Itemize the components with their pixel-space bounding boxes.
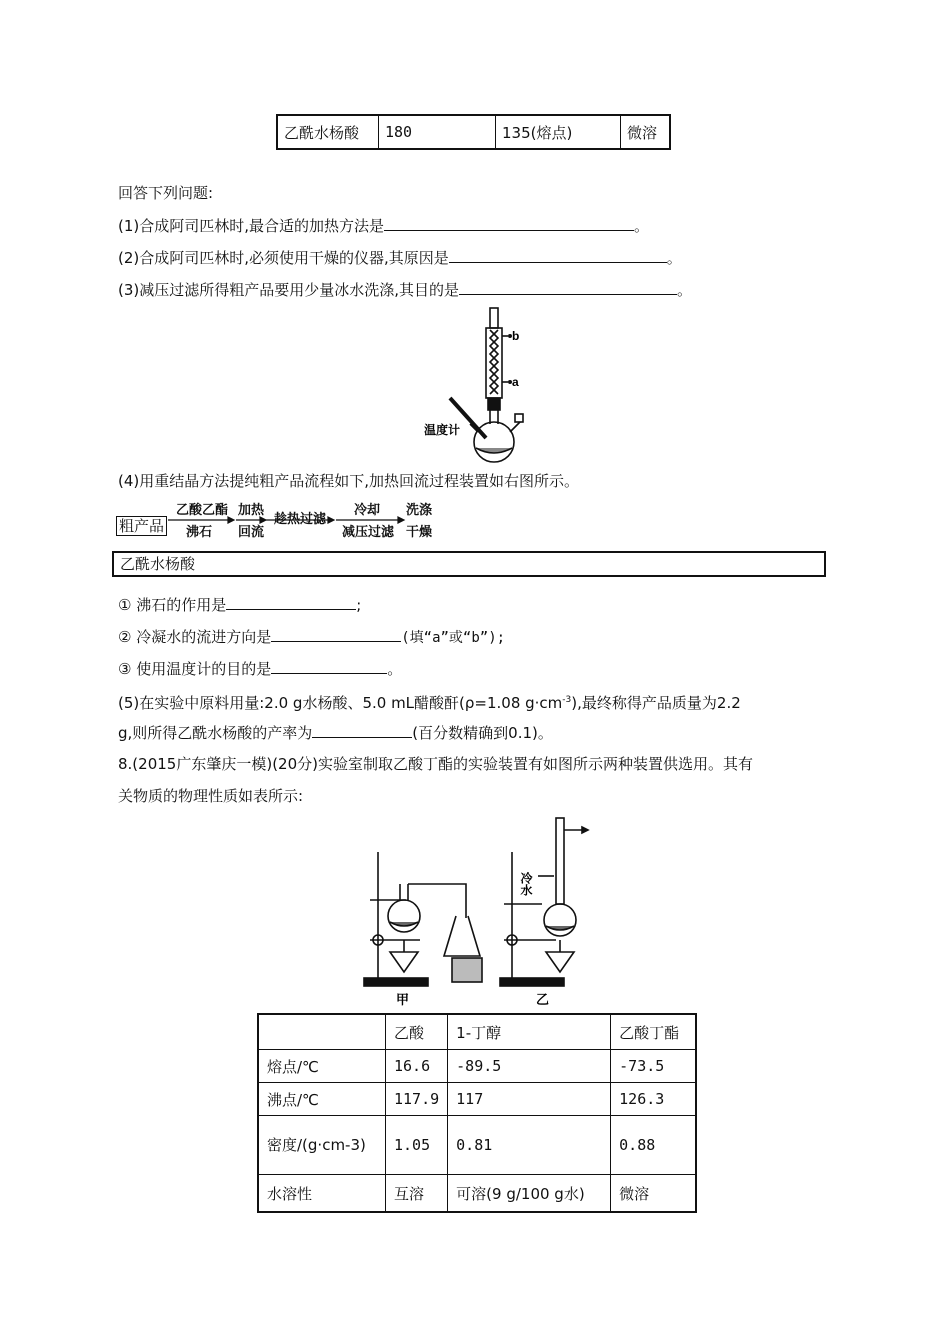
table-cell: 1.05 (386, 1116, 448, 1175)
table-cell: 126.3 (611, 1083, 697, 1116)
label-jia: 甲 (396, 993, 410, 1008)
table-cell: 117 (448, 1083, 611, 1116)
punct: 。 (387, 660, 403, 678)
sub-question-3 (118, 658, 402, 679)
flow-step3-top: 趁热过滤 (274, 512, 327, 527)
table-cell: 135(熔点) (496, 115, 621, 149)
table-cell: 互溶 (386, 1175, 448, 1213)
table-cell: 0.81 (448, 1116, 611, 1175)
table-row (258, 1083, 696, 1116)
answer-blank (384, 215, 634, 231)
punct: 。 (666, 249, 682, 267)
apparatus-figure (360, 812, 600, 1008)
question-text: (2)合成阿司匹林时,必须使用干燥的仪器,其原因是 (118, 249, 449, 267)
question-5-line2 (118, 722, 553, 743)
question-text: g,则所得乙酰水杨酸的产率为 (118, 724, 313, 742)
flow-step4-top: 冷却 (354, 503, 381, 518)
question-text: (百分数精确到0.1)。 (412, 724, 553, 742)
label-yi: 乙 (536, 993, 550, 1008)
flow-result-box: 乙酰水杨酸 (112, 551, 826, 577)
table-cell: 沸点/℃ (258, 1083, 386, 1116)
answer-blank (449, 247, 667, 263)
superscript: -3 (562, 695, 572, 705)
question-text: ③ 使用温度计的目的是 (118, 660, 272, 678)
cold-water-label: 冷水 (519, 872, 533, 896)
table-header-row (258, 1014, 696, 1050)
table-row (258, 1050, 696, 1083)
answer-blank (271, 658, 387, 674)
question-text: ② 冷凝水的流进方向是 (118, 628, 272, 646)
flow-step2-top: 加热 (238, 503, 265, 518)
table-header-cell: 1-丁醇 (448, 1014, 611, 1050)
table-cell: 117.9 (386, 1083, 448, 1116)
table-cell: -73.5 (611, 1050, 697, 1083)
question-hint: (填“a”或“b”); (401, 630, 506, 646)
flow-start-box: 粗产品 (116, 516, 167, 536)
answer-blank (312, 722, 412, 738)
punct: 。 (634, 217, 650, 235)
question-text: (3)减压过滤所得粗产品要用少量冰水洗涤,其目的是 (118, 281, 460, 299)
flow-step5-bottom: 干燥 (406, 525, 433, 540)
table-cell: 乙酰水杨酸 (277, 115, 379, 149)
table-cell: 水溶性 (258, 1175, 386, 1213)
question-text: (5)在实验中原料用量:2.0 g水杨酸、5.0 mL醋酸酐(ρ=1.08 g·cm (118, 694, 563, 712)
table-header-cell (258, 1014, 386, 1050)
table-cell: 0.88 (611, 1116, 697, 1175)
answer-blank (226, 594, 356, 610)
table-row (258, 1116, 696, 1175)
property-table (257, 1013, 697, 1213)
flow-step1-top: 乙酸乙酯 (176, 503, 229, 518)
table-cell: 微溶 (611, 1175, 697, 1213)
table-header-cell: 乙酸 (386, 1014, 448, 1050)
label-a: a (512, 375, 519, 389)
answer-blank (271, 626, 401, 642)
table-cell: -89.5 (448, 1050, 611, 1083)
flow-step1-bottom: 沸石 (186, 525, 213, 540)
answer-blank (459, 279, 677, 295)
table-row (258, 1175, 696, 1213)
punct: 。 (677, 281, 693, 299)
table-cell: 16.6 (386, 1050, 448, 1083)
questions-intro: 回答下列问题: (118, 184, 214, 202)
table-cell: 密度/(g·cm-3) (258, 1116, 386, 1175)
question-1 (118, 215, 649, 236)
question-2 (118, 247, 682, 268)
table-cell: 微溶 (621, 115, 671, 149)
flow-step2-bottom: 回流 (238, 525, 265, 540)
table-cell: 可溶(9 g/100 g水) (448, 1175, 611, 1213)
question-8-line1: 8.(2015广东肇庆一模)(20分)实验室制取乙酸丁酯的实验装置有如图所示两种装置供选用。其有 (118, 755, 753, 773)
label-b: b (512, 329, 520, 343)
reflux-apparatus-figure (420, 306, 540, 474)
question-text: ① 沸石的作用是 (118, 596, 227, 614)
thermometer-label: 温度计 (424, 423, 461, 437)
sub-question-1 (118, 594, 361, 615)
table-row (277, 115, 670, 149)
table-cell: 熔点/℃ (258, 1050, 386, 1083)
question-text: (1)合成阿司匹林时,最合适的加热方法是 (118, 217, 385, 235)
top-data-table (276, 114, 671, 150)
sub-question-2 (118, 626, 505, 648)
question-4: (4)用重结晶方法提纯粗产品流程如下,加热回流过程装置如右图所示。 (118, 472, 580, 490)
table-header-cell: 乙酸丁酯 (611, 1014, 697, 1050)
flow-step4-bottom: 减压过滤 (342, 525, 395, 540)
question-text: ),最终称得产品质量为2.2 (571, 694, 741, 712)
question-3 (118, 279, 692, 300)
table-cell: 180 (379, 115, 496, 149)
question-8-line2: 关物质的物理性质如表所示: (118, 787, 304, 805)
punct: ; (356, 596, 362, 614)
question-5-line1 (118, 690, 741, 713)
flow-step5-top: 洗涤 (406, 503, 433, 518)
